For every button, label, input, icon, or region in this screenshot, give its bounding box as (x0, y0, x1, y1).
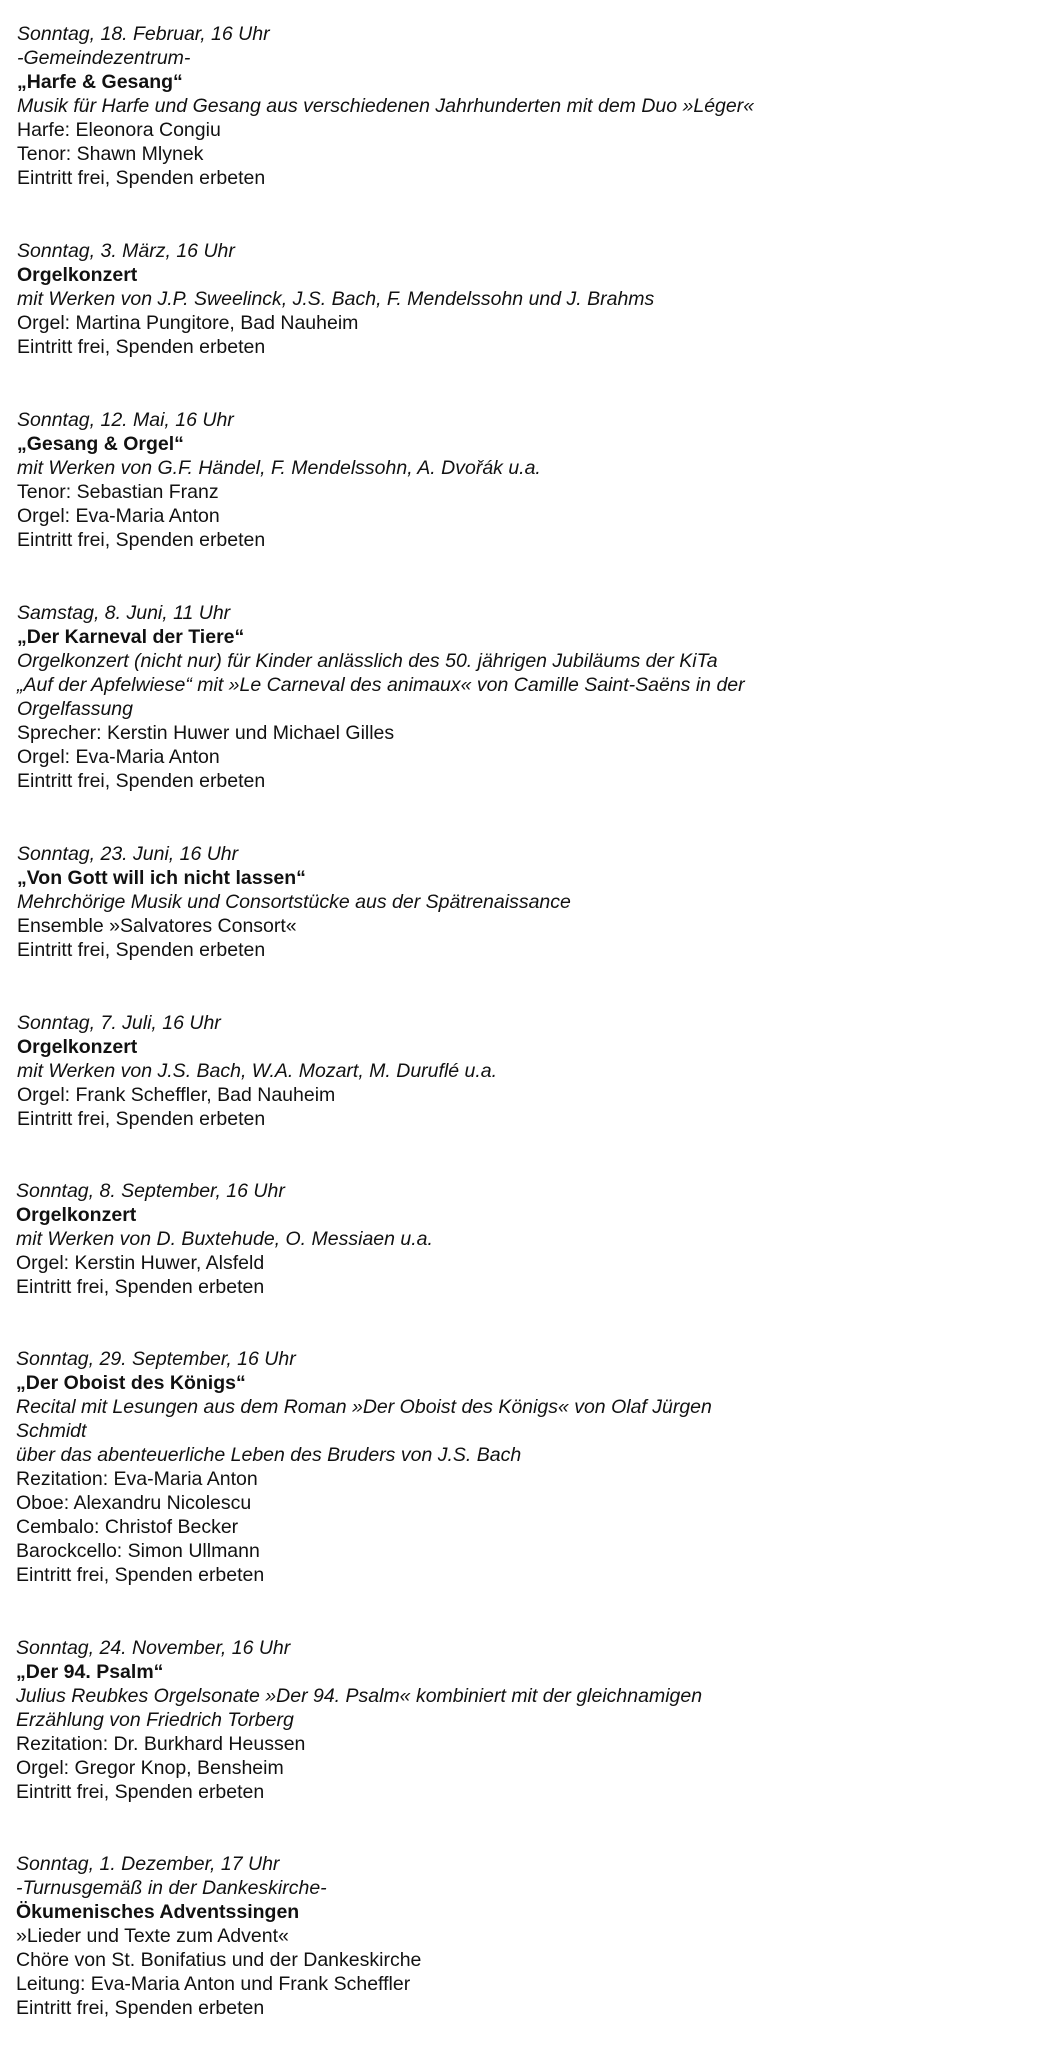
event-adventssingen (16, 1852, 1016, 2020)
event-title: „Gesang & Orgel“ (17, 433, 184, 455)
event-harfe-gesang (17, 22, 1017, 190)
event-title: Orgelkonzert (17, 264, 138, 286)
event-performer: Tenor: Shawn Mlynek (17, 143, 204, 165)
event-oboist-des-koenigs (16, 1347, 1016, 1587)
event-title: „Der 94. Psalm“ (16, 1661, 164, 1683)
event-admission: Eintritt frei, Spenden erbeten (17, 529, 266, 551)
event-performer: Harfe: Eleonora Congiu (17, 119, 221, 141)
event-date: Sonntag, 1. Dezember, 17 Uhr (16, 1853, 280, 1875)
event-title: „Harfe & Gesang“ (17, 71, 183, 93)
event-orgelkonzert-maerz (17, 239, 1017, 359)
event-description: mit Werken von G.F. Händel, F. Mendelssohn, A. Dvořák u.a. (17, 457, 541, 479)
event-von-gott (17, 842, 1017, 962)
event-description: Erzählung von Friedrich Torberg (16, 1709, 294, 1731)
event-date: Sonntag, 29. September, 16 Uhr (16, 1348, 296, 1370)
event-description: Julius Reubkes Orgelsonate »Der 94. Psalm« kombiniert mit der gleichnamigen (16, 1685, 703, 1707)
event-admission: Eintritt frei, Spenden erbeten (16, 1276, 265, 1298)
event-description: „Auf der Apfelwiese“ mit »Le Carneval des animaux« von Camille Saint-Saëns in der (17, 674, 745, 696)
event-subtitle: »Lieder und Texte zum Advent« (16, 1925, 289, 1947)
event-admission: Eintritt frei, Spenden erbeten (17, 770, 266, 792)
event-date: Sonntag, 3. März, 16 Uhr (17, 240, 235, 262)
event-title: „Von Gott will ich nicht lassen“ (17, 867, 306, 889)
event-performer: Ensemble »Salvatores Consort« (17, 915, 297, 937)
event-description: mit Werken von J.P. Sweelinck, J.S. Bach, F. Mendelssohn und J. Brahms (17, 288, 655, 310)
event-title: Orgelkonzert (16, 1204, 137, 1226)
event-performer: Oboe: Alexandru Nicolescu (16, 1492, 252, 1514)
event-performer: Orgel: Frank Scheffler, Bad Nauheim (17, 1084, 336, 1106)
event-performer: Barockcello: Simon Ullmann (16, 1540, 260, 1562)
event-title: Orgelkonzert (17, 1036, 138, 1058)
event-orgelkonzert-juli (17, 1011, 1017, 1131)
event-description: Musik für Harfe und Gesang aus verschiedenen Jahrhunderten mit dem Duo »Léger« (17, 95, 755, 117)
event-performer: Chöre von St. Bonifatius und der Dankeskirche (16, 1949, 422, 1971)
event-description: Orgelfassung (17, 698, 133, 720)
event-admission: Eintritt frei, Spenden erbeten (16, 1781, 265, 1803)
event-admission: Eintritt frei, Spenden erbeten (17, 336, 266, 358)
event-date: Sonntag, 12. Mai, 16 Uhr (17, 409, 234, 431)
event-admission: Eintritt frei, Spenden erbeten (16, 1997, 265, 2019)
event-date: Sonntag, 18. Februar, 16 Uhr (17, 23, 270, 45)
event-description: mit Werken von J.S. Bach, W.A. Mozart, M. Duruflé u.a. (17, 1060, 498, 1082)
event-description: mit Werken von D. Buxtehude, O. Messiaen u.a. (16, 1228, 433, 1250)
event-date: Sonntag, 8. September, 16 Uhr (16, 1180, 285, 1202)
event-karneval-der-tiere (17, 601, 1017, 793)
event-date: Samstag, 8. Juni, 11 Uhr (17, 602, 231, 624)
event-location: -Gemeindezentrum- (17, 47, 191, 69)
event-title: „Der Karneval der Tiere“ (17, 626, 245, 648)
event-description: Orgelkonzert (nicht nur) für Kinder anlässlich des 50. jährigen Jubiläums der KiTa (17, 650, 718, 672)
event-description: Mehrchörige Musik und Consortstücke aus der Spätrenaissance (17, 891, 571, 913)
event-performer: Orgel: Martina Pungitore, Bad Nauheim (17, 312, 359, 334)
event-date: Sonntag, 24. November, 16 Uhr (16, 1637, 291, 1659)
event-performer: Rezitation: Eva-Maria Anton (16, 1468, 258, 1490)
event-description: über das abenteuerliche Leben des Bruders von J.S. Bach (16, 1444, 522, 1466)
event-location: -Turnusgemäß in der Dankeskirche- (16, 1877, 327, 1899)
event-orgelkonzert-september (16, 1179, 1016, 1299)
event-performer: Orgel: Eva-Maria Anton (17, 505, 220, 527)
event-date: Sonntag, 23. Juni, 16 Uhr (17, 843, 239, 865)
event-description: Schmidt (16, 1420, 87, 1442)
event-admission: Eintritt frei, Spenden erbeten (16, 1564, 265, 1586)
event-performer: Cembalo: Christof Becker (16, 1516, 239, 1538)
event-performer: Orgel: Eva-Maria Anton (17, 746, 220, 768)
event-der-94-psalm (16, 1636, 1016, 1804)
event-admission: Eintritt frei, Spenden erbeten (17, 1108, 266, 1130)
event-gesang-orgel (17, 408, 1017, 552)
event-performer: Orgel: Kerstin Huwer, Alsfeld (16, 1252, 265, 1274)
event-performer: Tenor: Sebastian Franz (17, 481, 219, 503)
event-performer: Orgel: Gregor Knop, Bensheim (16, 1757, 284, 1779)
event-description: Recital mit Lesungen aus dem Roman »Der Oboist des Königs« von Olaf Jürgen (16, 1396, 712, 1418)
event-performer: Sprecher: Kerstin Huwer und Michael Gilles (17, 722, 395, 744)
event-admission: Eintritt frei, Spenden erbeten (17, 167, 266, 189)
event-admission: Eintritt frei, Spenden erbeten (17, 939, 266, 961)
event-performer: Leitung: Eva-Maria Anton und Frank Scheffler (16, 1973, 411, 1995)
event-title: „Der Oboist des Königs“ (16, 1372, 246, 1394)
event-performer: Rezitation: Dr. Burkhard Heussen (16, 1733, 306, 1755)
event-title: Ökumenisches Adventssingen (16, 1901, 300, 1923)
event-date: Sonntag, 7. Juli, 16 Uhr (17, 1012, 221, 1034)
